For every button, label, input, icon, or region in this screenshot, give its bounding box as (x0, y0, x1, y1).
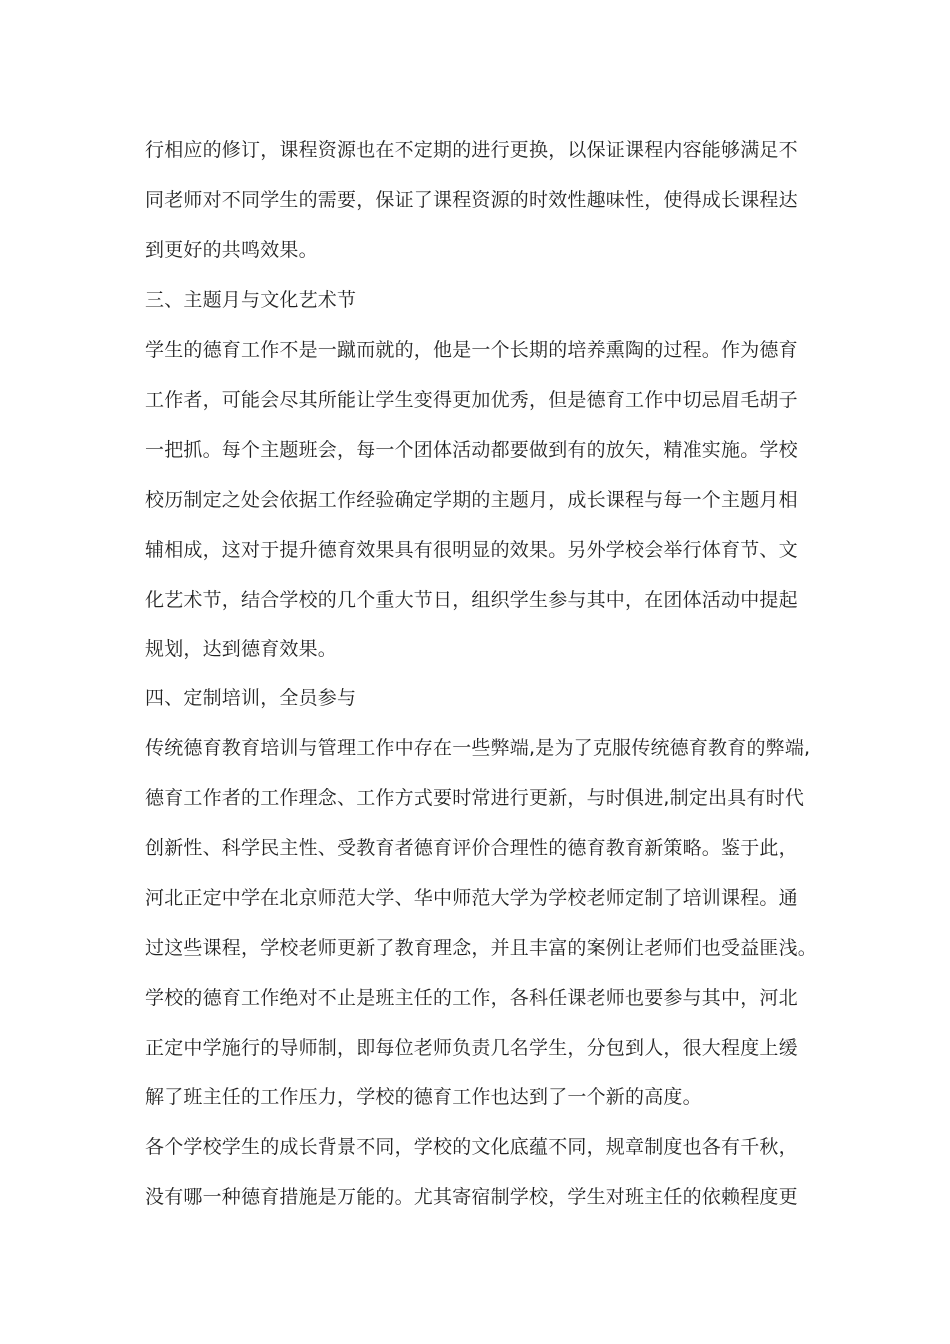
text-line: 辅相成，这对于提升德育效果具有很明显的效果。另外学校会举行体育节、文 (145, 539, 798, 561)
text-line: 规划，达到德育效果。 (145, 638, 338, 660)
text-line: 正定中学施行的导师制，即每位老师负责几名学生，分包到人，很大程度上缓 (145, 1037, 798, 1059)
text-line: 河北正定中学在北京师范大学、华中师范大学为学校老师定制了培训课程。通 (145, 887, 798, 909)
text-line: 到更好的共鸣效果。 (145, 239, 318, 261)
section-heading: 四、定制培训，全员参与 (145, 687, 357, 709)
text-line: 德育工作者的工作理念、工作方式要时常进行更新，与时俱进,制定出具有时代 (145, 787, 805, 809)
section-heading: 三、主题月与文化艺术节 (145, 289, 357, 311)
text-line: 过这些课程，学校老师更新了教育理念，并且丰富的案例让老师们也受益匪浅。 (145, 937, 818, 959)
text-line: 学生的德育工作不是一蹴而就的，他是一个长期的培养熏陶的过程。作为德育 (145, 339, 798, 361)
text-line: 传统德育教育培训与管理工作中存在一些弊端,是为了克服传统德育教育的弊端, (145, 737, 811, 759)
text-line: 行相应的修订，课程资源也在不定期的进行更换，以保证课程内容能够满足不 (145, 139, 798, 161)
text-line: 没有哪一种德育措施是万能的。尤其寄宿制学校，学生对班主任的依赖程度更 (145, 1186, 798, 1208)
text-line: 一把抓。每个主题班会，每一个团体活动都要做到有的放矢，精准实施。学校 (145, 439, 798, 461)
text-line: 校历制定之处会依据工作经验确定学期的主题月，成长课程与每一个主题月相 (145, 489, 798, 511)
text-line: 工作者，可能会尽其所能让学生变得更加优秀，但是德育工作中切忌眉毛胡子 (145, 389, 798, 411)
text-line: 同老师对不同学生的需要，保证了课程资源的时效性趣味性，使得成长课程达 (145, 189, 798, 211)
text-line: 各个学校学生的成长背景不同，学校的文化底蕴不同，规章制度也各有千秋， (145, 1136, 798, 1158)
text-line: 创新性、科学民主性、受教育者德育评价合理性的德育教育新策略。鉴于此， (145, 837, 798, 859)
text-line: 解了班主任的工作压力，学校的德育工作也达到了一个新的高度。 (145, 1086, 702, 1108)
text-line: 学校的德育工作绝对不止是班主任的工作，各科任课老师也要参与其中，河北 (145, 987, 798, 1009)
text-line: 化艺术节，结合学校的几个重大节日，组织学生参与其中，在团体活动中提起 (145, 589, 798, 611)
